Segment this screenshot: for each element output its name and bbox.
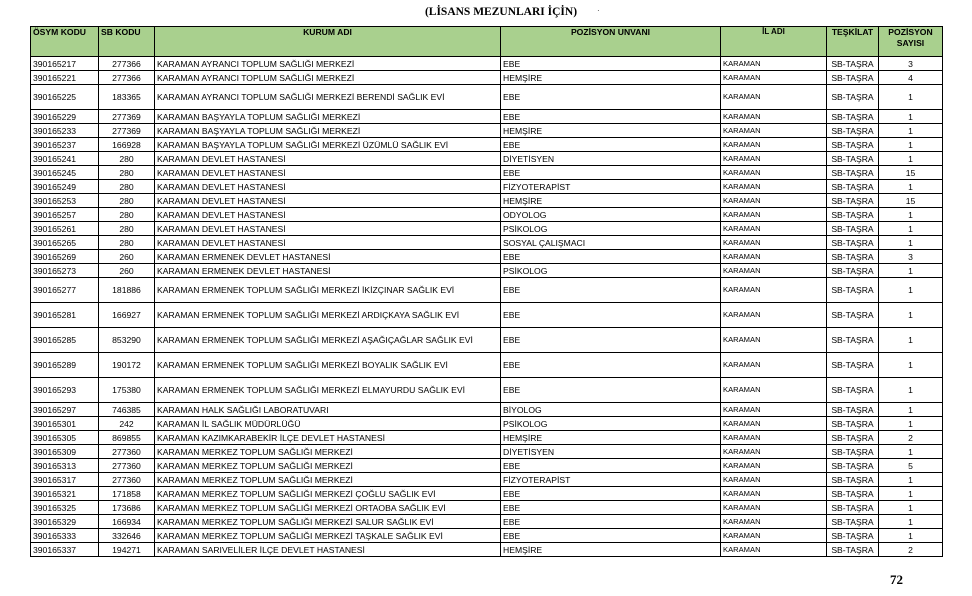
cell-sb-kodu: 280 <box>99 152 155 166</box>
cell-sb-kodu: 277366 <box>99 71 155 85</box>
cell-pozisyon-sayisi: 1 <box>879 515 943 529</box>
cell-pozisyon-unvani: EBE <box>501 303 721 328</box>
cell-il-adi: KARAMAN <box>721 278 827 303</box>
header-sb-kodu: SB KODU <box>99 27 155 57</box>
cell-pozisyon-unvani: HEMŞİRE <box>501 431 721 445</box>
cell-pozisyon-unvani: ODYOLOG <box>501 208 721 222</box>
cell-pozisyon-sayisi: 1 <box>879 378 943 403</box>
cell-sb-kodu: 277366 <box>99 57 155 71</box>
document-title: (LİSANS MEZUNLARI İÇİN) <box>424 6 578 18</box>
cell-osym-kodu: 390165261 <box>31 222 99 236</box>
cell-il-adi: KARAMAN <box>721 328 827 353</box>
cell-teskilat: SB-TAŞRA <box>827 250 879 264</box>
cell-teskilat: SB-TAŞRA <box>827 110 879 124</box>
cell-il-adi: KARAMAN <box>721 85 827 110</box>
cell-osym-kodu: 390165245 <box>31 166 99 180</box>
cell-pozisyon-unvani: SOSYAL ÇALIŞMACI <box>501 236 721 250</box>
cell-kurum-adi: KARAMAN MERKEZ TOPLUM SAĞLIĞI MERKEZİ <box>155 459 501 473</box>
cell-sb-kodu: 190172 <box>99 353 155 378</box>
cell-osym-kodu: 390165273 <box>31 264 99 278</box>
cell-sb-kodu: 869855 <box>99 431 155 445</box>
cell-il-adi: KARAMAN <box>721 71 827 85</box>
table-row <box>31 194 943 208</box>
cell-kurum-adi: KARAMAN AYRANCI TOPLUM SAĞLIĞI MERKEZİ <box>155 71 501 85</box>
cell-teskilat: SB-TAŞRA <box>827 501 879 515</box>
cell-teskilat: SB-TAŞRA <box>827 71 879 85</box>
table-row <box>31 222 943 236</box>
cell-sb-kodu: 260 <box>99 264 155 278</box>
cell-teskilat: SB-TAŞRA <box>827 417 879 431</box>
cell-sb-kodu: 194271 <box>99 543 155 557</box>
cell-il-adi: KARAMAN <box>721 487 827 501</box>
table-row <box>31 250 943 264</box>
cell-pozisyon-sayisi: 5 <box>879 459 943 473</box>
table-row <box>31 71 943 85</box>
cell-teskilat: SB-TAŞRA <box>827 403 879 417</box>
cell-teskilat: SB-TAŞRA <box>827 515 879 529</box>
cell-pozisyon-sayisi: 1 <box>879 403 943 417</box>
cell-teskilat: SB-TAŞRA <box>827 431 879 445</box>
table-row <box>31 57 943 71</box>
cell-pozisyon-sayisi: 1 <box>879 417 943 431</box>
cell-teskilat: SB-TAŞRA <box>827 353 879 378</box>
cell-sb-kodu: 853290 <box>99 328 155 353</box>
cell-pozisyon-unvani: EBE <box>501 166 721 180</box>
cell-kurum-adi: KARAMAN ERMENEK TOPLUM SAĞLIĞI MERKEZİ ARDIÇKAYA SAĞLIK EVİ <box>155 303 501 328</box>
cell-il-adi: KARAMAN <box>721 529 827 543</box>
cell-pozisyon-unvani: HEMŞİRE <box>501 124 721 138</box>
cell-kurum-adi: KARAMAN AYRANCI TOPLUM SAĞLIĞI MERKEZİ BERENDİ SAĞLIK EVİ <box>155 85 501 110</box>
table-row <box>31 501 943 515</box>
cell-pozisyon-sayisi: 15 <box>879 166 943 180</box>
cell-kurum-adi: KARAMAN DEVLET HASTANESİ <box>155 180 501 194</box>
cell-kurum-adi: KARAMAN MERKEZ TOPLUM SAĞLIĞI MERKEZİ ÇOĞLU SAĞLIK EVİ <box>155 487 501 501</box>
cell-il-adi: KARAMAN <box>721 353 827 378</box>
cell-pozisyon-sayisi: 1 <box>879 264 943 278</box>
cell-il-adi: KARAMAN <box>721 403 827 417</box>
table-row <box>31 378 943 403</box>
cell-sb-kodu: 183365 <box>99 85 155 110</box>
cell-sb-kodu: 166928 <box>99 138 155 152</box>
cell-osym-kodu: 390165329 <box>31 515 99 529</box>
table-row <box>31 152 943 166</box>
cell-il-adi: KARAMAN <box>721 152 827 166</box>
cell-kurum-adi: KARAMAN MERKEZ TOPLUM SAĞLIĞI MERKEZİ TAŞKALE SAĞLIK EVİ <box>155 529 501 543</box>
cell-sb-kodu: 173686 <box>99 501 155 515</box>
cell-pozisyon-sayisi: 1 <box>879 236 943 250</box>
cell-pozisyon-unvani: EBE <box>501 529 721 543</box>
cell-osym-kodu: 390165225 <box>31 85 99 110</box>
cell-pozisyon-unvani: EBE <box>501 57 721 71</box>
table-row <box>31 403 943 417</box>
table-row <box>31 180 943 194</box>
cell-pozisyon-unvani: FİZYOTERAPİST <box>501 473 721 487</box>
cell-il-adi: KARAMAN <box>721 208 827 222</box>
cell-il-adi: KARAMAN <box>721 445 827 459</box>
table-row <box>31 278 943 303</box>
cell-osym-kodu: 390165229 <box>31 110 99 124</box>
cell-osym-kodu: 390165337 <box>31 543 99 557</box>
cell-osym-kodu: 390165325 <box>31 501 99 515</box>
table-row <box>31 417 943 431</box>
cell-kurum-adi: KARAMAN İL SAĞLIK MÜDÜRLÜĞÜ <box>155 417 501 431</box>
header-pozisyon-sayisi: POZİSYON SAYISI <box>879 27 943 57</box>
cell-osym-kodu: 390165313 <box>31 459 99 473</box>
cell-il-adi: KARAMAN <box>721 515 827 529</box>
cell-osym-kodu: 390165233 <box>31 124 99 138</box>
cell-kurum-adi: KARAMAN DEVLET HASTANESİ <box>155 152 501 166</box>
cell-osym-kodu: 390165237 <box>31 138 99 152</box>
cell-kurum-adi: KARAMAN BAŞYAYLA TOPLUM SAĞLIĞI MERKEZİ <box>155 124 501 138</box>
cell-teskilat: SB-TAŞRA <box>827 378 879 403</box>
cell-sb-kodu: 242 <box>99 417 155 431</box>
cell-il-adi: KARAMAN <box>721 501 827 515</box>
cell-teskilat: SB-TAŞRA <box>827 194 879 208</box>
cell-pozisyon-unvani: FİZYOTERAPİST <box>501 180 721 194</box>
cell-osym-kodu: 390165293 <box>31 378 99 403</box>
cell-teskilat: SB-TAŞRA <box>827 57 879 71</box>
table-row <box>31 208 943 222</box>
cell-pozisyon-sayisi: 1 <box>879 110 943 124</box>
cell-teskilat: SB-TAŞRA <box>827 473 879 487</box>
table-row <box>31 236 943 250</box>
cell-teskilat: SB-TAŞRA <box>827 208 879 222</box>
cell-teskilat: SB-TAŞRA <box>827 459 879 473</box>
cell-il-adi: KARAMAN <box>721 250 827 264</box>
cell-kurum-adi: KARAMAN KAZIMKARABEKİR İLÇE DEVLET HASTANESİ <box>155 431 501 445</box>
cell-il-adi: KARAMAN <box>721 264 827 278</box>
cell-sb-kodu: 181886 <box>99 278 155 303</box>
page-number: 72 <box>890 572 903 587</box>
cell-pozisyon-sayisi: 1 <box>879 208 943 222</box>
cell-osym-kodu: 390165321 <box>31 487 99 501</box>
cell-osym-kodu: 390165277 <box>31 278 99 303</box>
cell-il-adi: KARAMAN <box>721 124 827 138</box>
cell-il-adi: KARAMAN <box>721 473 827 487</box>
cell-sb-kodu: 280 <box>99 208 155 222</box>
cell-kurum-adi: KARAMAN AYRANCI TOPLUM SAĞLIĞI MERKEZİ <box>155 57 501 71</box>
cell-osym-kodu: 390165297 <box>31 403 99 417</box>
cell-pozisyon-sayisi: 1 <box>879 501 943 515</box>
cell-pozisyon-unvani: EBE <box>501 487 721 501</box>
cell-pozisyon-sayisi: 2 <box>879 431 943 445</box>
cell-pozisyon-unvani: HEMŞİRE <box>501 71 721 85</box>
cell-kurum-adi: KARAMAN ERMENEK DEVLET HASTANESİ <box>155 250 501 264</box>
header-il-adi: İL ADI <box>721 27 827 57</box>
cell-pozisyon-unvani: BİYOLOG <box>501 403 721 417</box>
cell-pozisyon-unvani: EBE <box>501 501 721 515</box>
cell-osym-kodu: 390165281 <box>31 303 99 328</box>
table-row <box>31 353 943 378</box>
cell-teskilat: SB-TAŞRA <box>827 487 879 501</box>
cell-il-adi: KARAMAN <box>721 110 827 124</box>
cell-sb-kodu: 166934 <box>99 515 155 529</box>
cell-kurum-adi: KARAMAN DEVLET HASTANESİ <box>155 236 501 250</box>
cell-teskilat: SB-TAŞRA <box>827 152 879 166</box>
table-header-row <box>31 27 943 57</box>
cell-pozisyon-sayisi: 1 <box>879 303 943 328</box>
cell-kurum-adi: KARAMAN MERKEZ TOPLUM SAĞLIĞI MERKEZİ ORTAOBA SAĞLIK EVİ <box>155 501 501 515</box>
cell-pozisyon-sayisi: 1 <box>879 138 943 152</box>
cell-sb-kodu: 277360 <box>99 445 155 459</box>
cell-pozisyon-unvani: HEMŞİRE <box>501 543 721 557</box>
header-pozisyon-unvani: POZİSYON UNVANI <box>501 27 721 57</box>
cell-il-adi: KARAMAN <box>721 303 827 328</box>
cell-teskilat: SB-TAŞRA <box>827 445 879 459</box>
cell-pozisyon-unvani: DİYETİSYEN <box>501 445 721 459</box>
cell-teskilat: SB-TAŞRA <box>827 166 879 180</box>
cell-il-adi: KARAMAN <box>721 431 827 445</box>
cell-kurum-adi: KARAMAN BAŞYAYLA TOPLUM SAĞLIĞI MERKEZİ <box>155 110 501 124</box>
cell-kurum-adi: KARAMAN MERKEZ TOPLUM SAĞLIĞI MERKEZİ <box>155 473 501 487</box>
cell-pozisyon-sayisi: 1 <box>879 328 943 353</box>
table-row <box>31 303 943 328</box>
cell-pozisyon-sayisi: 1 <box>879 124 943 138</box>
table-row <box>31 328 943 353</box>
cell-teskilat: SB-TAŞRA <box>827 138 879 152</box>
cell-sb-kodu: 746385 <box>99 403 155 417</box>
cell-pozisyon-sayisi: 3 <box>879 250 943 264</box>
cell-kurum-adi: KARAMAN DEVLET HASTANESİ <box>155 166 501 180</box>
cell-sb-kodu: 280 <box>99 236 155 250</box>
cell-kurum-adi: KARAMAN ERMENEK TOPLUM SAĞLIĞI MERKEZİ BOYALIK SAĞLIK EVİ <box>155 353 501 378</box>
cell-kurum-adi: KARAMAN MERKEZ TOPLUM SAĞLIĞI MERKEZİ SALUR SAĞLIK EVİ <box>155 515 501 529</box>
cell-teskilat: SB-TAŞRA <box>827 124 879 138</box>
cell-teskilat: SB-TAŞRA <box>827 180 879 194</box>
table-row <box>31 431 943 445</box>
cell-il-adi: KARAMAN <box>721 194 827 208</box>
table-row <box>31 473 943 487</box>
cell-sb-kodu: 175380 <box>99 378 155 403</box>
cell-pozisyon-sayisi: 1 <box>879 473 943 487</box>
cell-sb-kodu: 171858 <box>99 487 155 501</box>
cell-kurum-adi: KARAMAN ERMENEK DEVLET HASTANESİ <box>155 264 501 278</box>
cell-teskilat: SB-TAŞRA <box>827 529 879 543</box>
cell-osym-kodu: 390165309 <box>31 445 99 459</box>
cell-sb-kodu: 332646 <box>99 529 155 543</box>
cell-kurum-adi: KARAMAN DEVLET HASTANESİ <box>155 222 501 236</box>
cell-kurum-adi: KARAMAN ERMENEK TOPLUM SAĞLIĞI MERKEZİ ELMAYURDU SAĞLIK EVİ <box>155 378 501 403</box>
cell-pozisyon-unvani: EBE <box>501 353 721 378</box>
cell-pozisyon-sayisi: 1 <box>879 85 943 110</box>
cell-sb-kodu: 277360 <box>99 473 155 487</box>
cell-pozisyon-unvani: EBE <box>501 138 721 152</box>
cell-sb-kodu: 280 <box>99 194 155 208</box>
cell-kurum-adi: KARAMAN DEVLET HASTANESİ <box>155 208 501 222</box>
cell-pozisyon-unvani: EBE <box>501 85 721 110</box>
cell-teskilat: SB-TAŞRA <box>827 303 879 328</box>
cell-pozisyon-unvani: EBE <box>501 250 721 264</box>
cell-pozisyon-unvani: PSİKOLOG <box>501 222 721 236</box>
cell-osym-kodu: 390165257 <box>31 208 99 222</box>
cell-pozisyon-unvani: EBE <box>501 459 721 473</box>
cell-kurum-adi: KARAMAN DEVLET HASTANESİ <box>155 194 501 208</box>
table-row <box>31 138 943 152</box>
table-body <box>31 57 943 557</box>
cell-pozisyon-unvani: EBE <box>501 378 721 403</box>
cell-teskilat: SB-TAŞRA <box>827 328 879 353</box>
cell-pozisyon-unvani: EBE <box>501 110 721 124</box>
cell-pozisyon-unvani: PSİKOLOG <box>501 417 721 431</box>
cell-sb-kodu: 280 <box>99 166 155 180</box>
cell-teskilat: SB-TAŞRA <box>827 543 879 557</box>
cell-kurum-adi: KARAMAN ERMENEK TOPLUM SAĞLIĞI MERKEZİ İKİZÇINAR SAĞLIK EVİ <box>155 278 501 303</box>
cell-sb-kodu: 277369 <box>99 124 155 138</box>
cell-teskilat: SB-TAŞRA <box>827 85 879 110</box>
title-mark: · <box>597 6 600 15</box>
cell-il-adi: KARAMAN <box>721 417 827 431</box>
cell-pozisyon-sayisi: 1 <box>879 278 943 303</box>
cell-pozisyon-sayisi: 1 <box>879 180 943 194</box>
cell-pozisyon-sayisi: 4 <box>879 71 943 85</box>
cell-kurum-adi: KARAMAN SARIVELİLER İLÇE DEVLET HASTANESİ <box>155 543 501 557</box>
table-row <box>31 110 943 124</box>
table-row <box>31 166 943 180</box>
cell-il-adi: KARAMAN <box>721 459 827 473</box>
cell-pozisyon-unvani: EBE <box>501 328 721 353</box>
cell-pozisyon-sayisi: 15 <box>879 194 943 208</box>
cell-osym-kodu: 390165333 <box>31 529 99 543</box>
cell-osym-kodu: 390165253 <box>31 194 99 208</box>
table-row <box>31 264 943 278</box>
cell-sb-kodu: 166927 <box>99 303 155 328</box>
table-row <box>31 543 943 557</box>
table-row <box>31 124 943 138</box>
cell-il-adi: KARAMAN <box>721 543 827 557</box>
cell-sb-kodu: 277360 <box>99 459 155 473</box>
cell-pozisyon-unvani: DİYETİSYEN <box>501 152 721 166</box>
cell-teskilat: SB-TAŞRA <box>827 222 879 236</box>
table-row <box>31 445 943 459</box>
header-osym-kodu: ÖSYM KODU <box>31 27 99 57</box>
header-teskilat: TEŞKİLAT <box>827 27 879 57</box>
table-row <box>31 487 943 501</box>
cell-il-adi: KARAMAN <box>721 57 827 71</box>
header-kurum-adi: KURUM ADI <box>155 27 501 57</box>
cell-osym-kodu: 390165221 <box>31 71 99 85</box>
cell-osym-kodu: 390165265 <box>31 236 99 250</box>
cell-pozisyon-sayisi: 2 <box>879 543 943 557</box>
cell-osym-kodu: 390165249 <box>31 180 99 194</box>
cell-pozisyon-sayisi: 1 <box>879 152 943 166</box>
cell-pozisyon-unvani: EBE <box>501 278 721 303</box>
cell-osym-kodu: 390165305 <box>31 431 99 445</box>
cell-osym-kodu: 390165241 <box>31 152 99 166</box>
cell-teskilat: SB-TAŞRA <box>827 264 879 278</box>
cell-pozisyon-sayisi: 3 <box>879 57 943 71</box>
cell-osym-kodu: 390165317 <box>31 473 99 487</box>
cell-kurum-adi: KARAMAN HALK SAĞLIĞI LABORATUVARI <box>155 403 501 417</box>
cell-pozisyon-sayisi: 1 <box>879 445 943 459</box>
cell-pozisyon-sayisi: 1 <box>879 529 943 543</box>
cell-pozisyon-sayisi: 1 <box>879 353 943 378</box>
table-row <box>31 515 943 529</box>
cell-pozisyon-unvani: PSİKOLOG <box>501 264 721 278</box>
table-row <box>31 459 943 473</box>
cell-sb-kodu: 277369 <box>99 110 155 124</box>
cell-sb-kodu: 260 <box>99 250 155 264</box>
table-row <box>31 529 943 543</box>
cell-kurum-adi: KARAMAN MERKEZ TOPLUM SAĞLIĞI MERKEZİ <box>155 445 501 459</box>
cell-osym-kodu: 390165217 <box>31 57 99 71</box>
table-row <box>31 85 943 110</box>
cell-teskilat: SB-TAŞRA <box>827 278 879 303</box>
cell-osym-kodu: 390165269 <box>31 250 99 264</box>
cell-osym-kodu: 390165301 <box>31 417 99 431</box>
cell-il-adi: KARAMAN <box>721 166 827 180</box>
cell-sb-kodu: 280 <box>99 180 155 194</box>
cell-sb-kodu: 280 <box>99 222 155 236</box>
cell-osym-kodu: 390165289 <box>31 353 99 378</box>
cell-pozisyon-sayisi: 1 <box>879 487 943 501</box>
cell-il-adi: KARAMAN <box>721 236 827 250</box>
cell-kurum-adi: KARAMAN ERMENEK TOPLUM SAĞLIĞI MERKEZİ AŞAĞIÇAĞLAR SAĞLIK EVİ <box>155 328 501 353</box>
cell-teskilat: SB-TAŞRA <box>827 236 879 250</box>
cell-pozisyon-unvani: HEMŞİRE <box>501 194 721 208</box>
cell-il-adi: KARAMAN <box>721 180 827 194</box>
cell-il-adi: KARAMAN <box>721 378 827 403</box>
cell-pozisyon-unvani: EBE <box>501 515 721 529</box>
cell-kurum-adi: KARAMAN BAŞYAYLA TOPLUM SAĞLIĞI MERKEZİ ÜZÜMLÜ SAĞLIK EVİ <box>155 138 501 152</box>
cell-osym-kodu: 390165285 <box>31 328 99 353</box>
cell-pozisyon-sayisi: 1 <box>879 222 943 236</box>
cell-il-adi: KARAMAN <box>721 222 827 236</box>
positions-table <box>30 26 943 557</box>
cell-il-adi: KARAMAN <box>721 138 827 152</box>
